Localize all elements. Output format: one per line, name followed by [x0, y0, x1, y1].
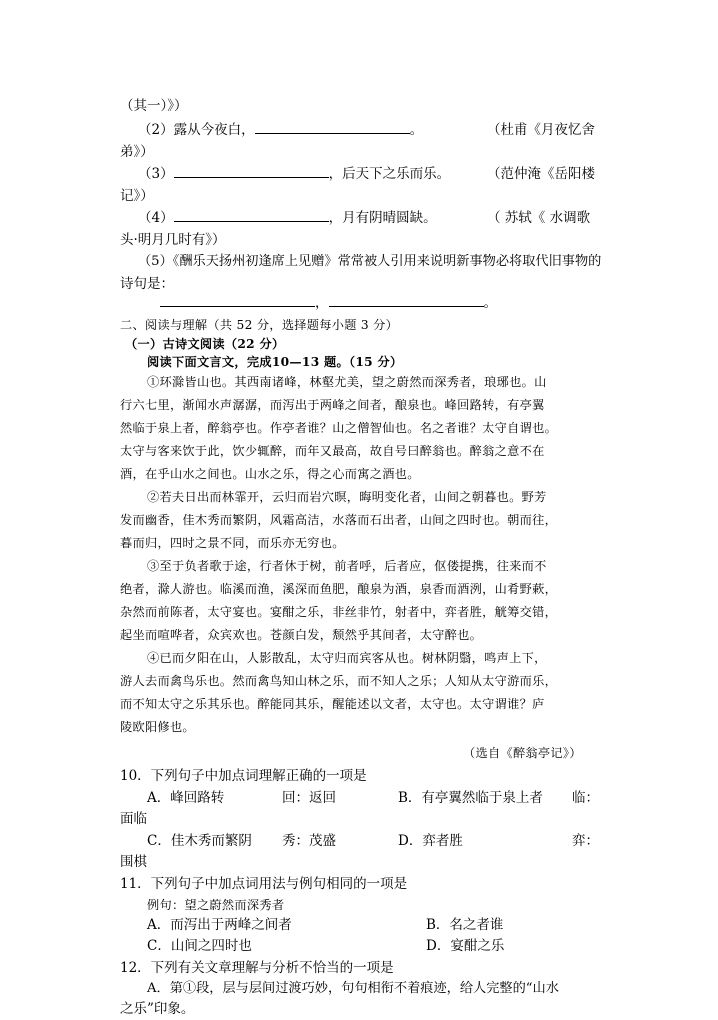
passage-line: 杂然而前陈者，太守宴也。宴酣之乐，非丝非竹，射者中，弈者胜，觥筹交错， — [120, 605, 558, 619]
subsection-1-title: （一）古诗文阅读（22 分） — [125, 337, 285, 351]
question-11-stem: 11．下列句子中加点词用法与例句相同的一项是 — [120, 876, 408, 892]
question-12-option-a-cont: 之乐”印象。 — [120, 1001, 195, 1017]
question-10-option-c-gloss: 秀：茂盛 — [282, 833, 336, 849]
question-10-option-b[interactable]: B．有亭翼然临于泉上者 — [398, 790, 543, 806]
question-11-option-c[interactable]: C．山间之四时也 — [147, 938, 252, 954]
passage-line: 然临于泉上者，醉翁亭也。作亭者谁？山之僧智仙也。名之者谁？太守自谓也。 — [120, 421, 558, 435]
answer-blank-4[interactable] — [174, 209, 329, 222]
question-5-answer-line — [160, 294, 497, 312]
question-10-stem: 10．下列句子中加点词理解正确的一项是 — [120, 768, 367, 784]
passage-line: 绝者，滁人游也。临溪而渔，溪深而鱼肥，酿泉为酒，泉香而酒洌，山肴野蔌， — [120, 582, 558, 596]
question-4-prefix: （4） — [138, 210, 174, 226]
question-3-suffix: ，后天下之乐而乐。 — [328, 166, 451, 182]
question-5-end: 。 — [483, 295, 497, 311]
reading-instruction: 阅读下面文言文，完成10—13 题。（15 分） — [147, 355, 403, 369]
question-2-source-cont: 弟》） — [120, 144, 154, 160]
passage-line: 而不知太守之乐其乐也。醉能同其乐，醒能述以文者，太守也。太守谓谁？庐 — [120, 697, 545, 711]
question-3-source-cont: 记》） — [120, 188, 154, 204]
answer-blank-5b[interactable] — [329, 294, 484, 307]
passage-line: ①环滁皆山也。其西南诸峰，林壑尤美，望之蔚然而深秀者，琅琊也。山 — [147, 375, 547, 389]
question-3 — [138, 165, 450, 183]
passage-line: 发而幽香，佳木秀而繁阴，风霜高洁，水落而石出者，山间之四时也。朝而往， — [120, 513, 558, 527]
fill-in-line-0: （其一）》） — [120, 98, 188, 114]
passage-line: 陵欧阳修也。 — [120, 720, 195, 734]
answer-blank-3[interactable] — [174, 165, 329, 178]
question-4-suffix: ，月有阴晴圆缺。 — [328, 210, 437, 226]
question-2-prefix: （2）露从今夜白， — [138, 122, 255, 138]
question-5-comma: ， — [315, 295, 329, 311]
answer-blank-2[interactable] — [255, 121, 410, 134]
question-2 — [138, 121, 423, 139]
question-10-option-b-gloss: 临： — [572, 790, 599, 806]
passage-source: （选自《醉翁亭记》） — [463, 746, 582, 760]
question-5-line-1: （5）《酬乐天扬州初逢席上见赠》常常被人引用来说明新事物必将取代旧事物的 — [138, 254, 602, 269]
passage-line: 行六七里，渐闻水声潺潺，而泻出于两峰之间者，酿泉也。峰回路转，有亭翼 — [120, 398, 545, 412]
question-10-option-a[interactable]: A．峰回路转 — [147, 790, 225, 806]
question-11-option-b[interactable]: B．名之者谁 — [426, 917, 504, 933]
question-10-option-a-gloss: 回：返回 — [282, 790, 336, 806]
question-4 — [138, 209, 437, 227]
question-4-source-cont: 头·明月几时有》） — [120, 232, 226, 248]
passage-line: 游人去而禽鸟乐也。然而禽鸟知山林之乐，而不知人之乐；人知从太守游而乐， — [120, 674, 558, 688]
question-10-option-b-gloss-cont: 面临 — [120, 811, 147, 827]
answer-blank-5a[interactable] — [160, 294, 315, 307]
question-11-example: 例句：望之蔚然而深秀者 — [147, 898, 285, 912]
passage-line: 起坐而喧哗者，众宾欢也。苍颜白发，颓然乎其间者，太守醉也。 — [120, 628, 483, 642]
question-4-source: （ 苏轼《 水调歌 — [487, 210, 591, 226]
passage-line: 酒，在乎山水之间也。山水之乐，得之心而寓之酒也。 — [120, 467, 420, 481]
question-2-source: （杜甫《月夜忆舍 — [487, 122, 595, 138]
question-11-option-a[interactable]: A．而泻出于两峰之间者 — [147, 917, 292, 933]
question-11-option-d[interactable]: D．宴酣之乐 — [426, 938, 505, 954]
question-10-option-d-gloss-cont: 围棋 — [120, 854, 147, 870]
section-2-title: 二、阅读与理解（共 52 分，选择题每小题 3 分） — [120, 318, 399, 332]
question-10-option-d[interactable]: D．弈者胜 — [398, 833, 463, 849]
question-12-option-a[interactable]: A．第①段，层与层间过渡巧妙，句句相衔不着痕迹，给人完整的“山水 — [147, 981, 559, 996]
passage-line: ②若夫日出而林霏开，云归而岩穴暝，晦明变化者，山间之朝暮也。野芳 — [147, 490, 547, 504]
passage-line: 太守与客来饮于此，饮少辄醉，而年又最高，故自号曰醉翁也。醉翁之意不在 — [120, 444, 545, 458]
question-2-suffix: 。 — [409, 122, 424, 138]
passage-line: ④已而夕阳在山，人影散乱，太守归而宾客从也。树林阴翳，鸣声上下， — [147, 651, 547, 665]
question-12-stem: 12．下列有关文章理解与分析不恰当的一项是 — [120, 960, 394, 976]
passage-line: ③至于负者歌于途，行者休于树，前者呼，后者应，伛偻提携，往来而不 — [147, 559, 547, 573]
question-10-option-d-gloss: 弈： — [572, 833, 599, 849]
passage-line: 暮而归，四时之景不同，而乐亦无穷也。 — [120, 536, 345, 550]
question-5-line-2: 诗句是： — [120, 276, 174, 292]
question-3-prefix: （3） — [138, 166, 174, 182]
question-3-source: （范仲淹《岳阳楼 — [487, 166, 595, 182]
question-10-option-c[interactable]: C．佳木秀而繁阴 — [147, 833, 252, 849]
